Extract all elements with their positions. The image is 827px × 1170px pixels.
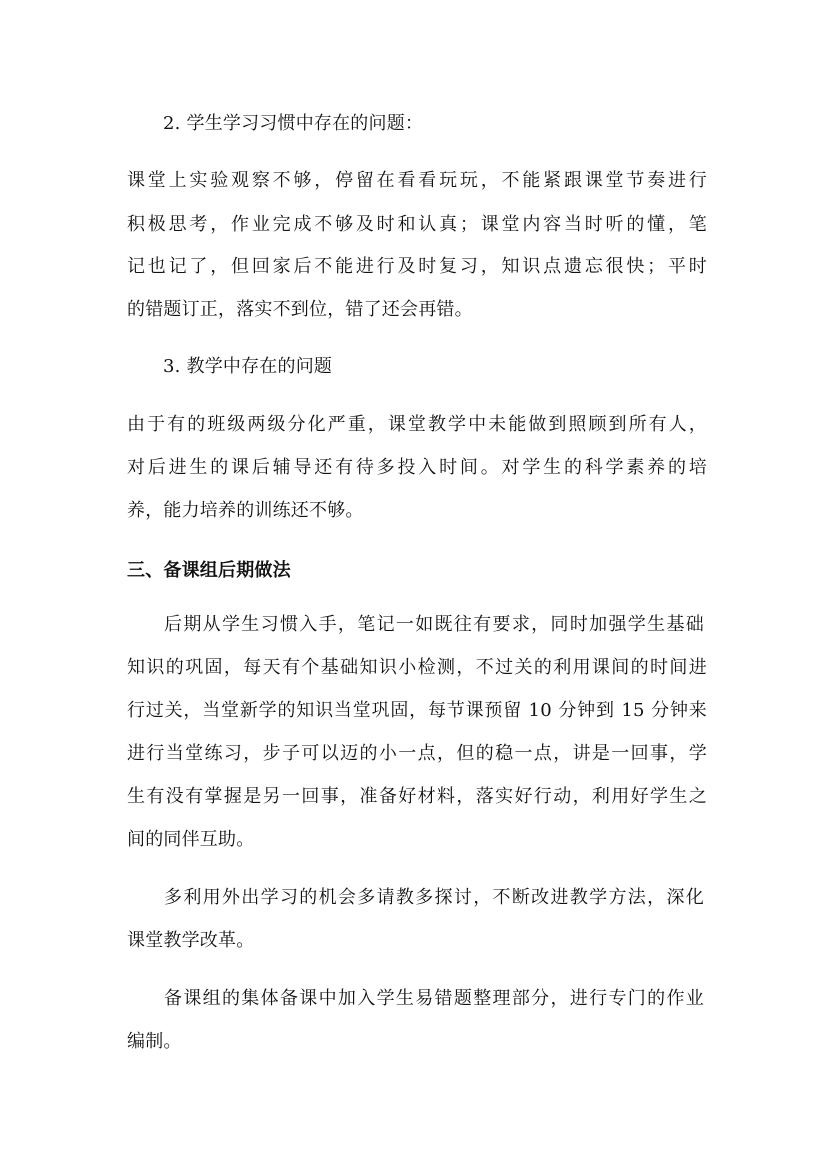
paragraph-line: 备课组的集体备课中加入学生易错题整理部分，进行专门的作业	[164, 988, 704, 1009]
paragraph-line: 对后进生的课后辅导还有待多投入时间。对学生的科学素养的培	[127, 457, 707, 478]
paragraph-line: 进行当堂练习，步子可以迈的小一点，但的稳一点，讲是一回事，学	[127, 743, 707, 764]
paragraph-line: 行过关，当堂新学的知识当堂巩固，每节课预留 10 分钟到 15 分钟来	[127, 700, 707, 721]
paragraph-line: 记也记了，但回家后不能进行及时复习，知识点遗忘很快；平时	[127, 256, 707, 277]
paragraph-line: 课堂上实验观察不够，停留在看看玩玩，不能紧跟课堂节奏进行	[127, 170, 707, 191]
paragraph-line: 积极思考，作业完成不够及时和认真；课堂内容当时听的懂，笔	[127, 214, 707, 235]
paragraph-line: 多利用外出学习的机会多请教多探讨，不断改进教学方法，深化	[164, 887, 704, 908]
section-2-title: 2. 学生学习习惯中存在的问题：	[163, 113, 424, 134]
paragraph-line: 间的同伴互助。	[127, 829, 255, 850]
section-3-title: 3. 教学中存在的问题	[163, 356, 333, 377]
paragraph-line: 编制。	[127, 1031, 182, 1052]
paragraph-line: 知识的巩固，每天有个基础知识小检测，不过关的利用课间的时间进	[127, 657, 707, 678]
paragraph-line: 由于有的班级两级分化严重，课堂教学中未能做到照顾到所有人，	[127, 414, 707, 435]
paragraph-line: 生有没有掌握是另一回事，准备好材料，落实好行动，利用好学生之	[127, 786, 707, 807]
section-heading-3: 三、备课组后期做法	[127, 560, 291, 581]
paragraph-line: 课堂教学改革。	[127, 930, 255, 951]
paragraph-line: 养，能力培养的训练还不够。	[127, 500, 364, 521]
paragraph-line: 后期从学生习惯入手，笔记一如既往有要求，同时加强学生基础	[164, 614, 704, 635]
paragraph-line: 的错题订正，落实不到位，错了还会再错。	[127, 299, 473, 320]
